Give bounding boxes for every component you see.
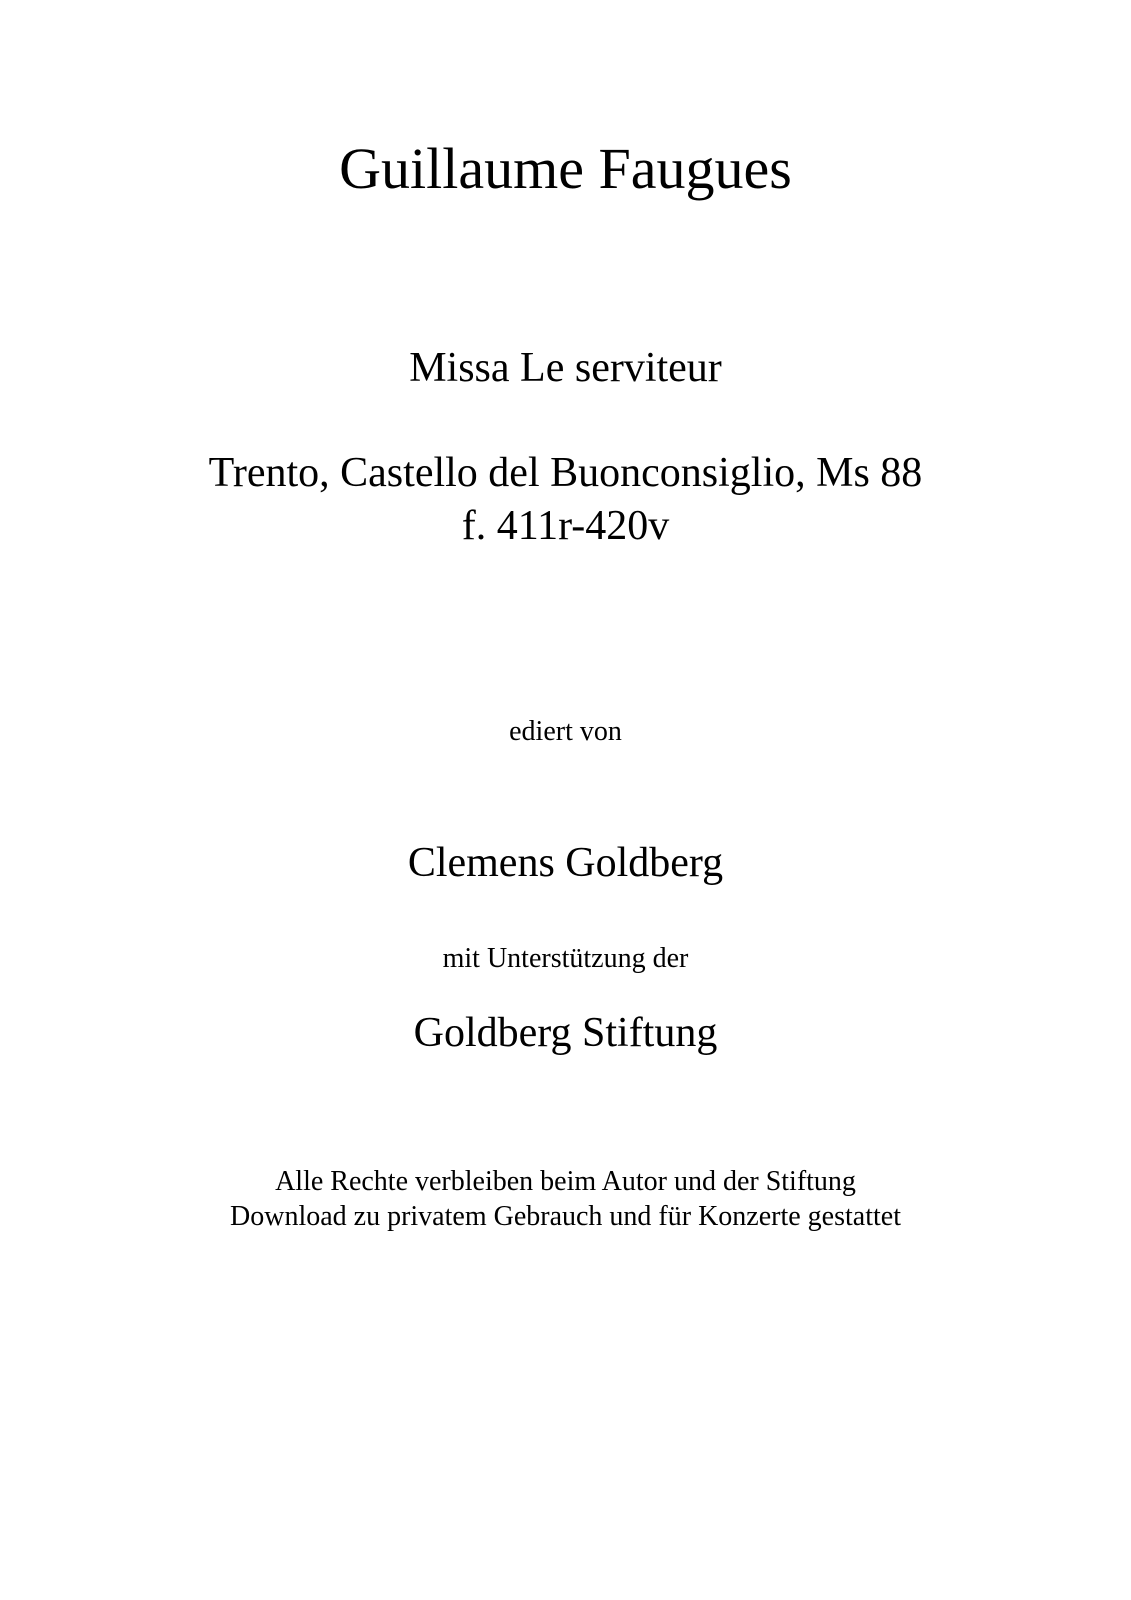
source-folios: f. 411r-420v xyxy=(461,503,670,549)
work-title: Missa Le serviteur xyxy=(409,345,722,391)
rights-notice: Alle Rechte verbleiben beim Autor und der Stiftung xyxy=(275,1166,856,1197)
edited-by-label: ediert von xyxy=(509,716,622,747)
support-label: mit Unterstützung der xyxy=(442,943,689,974)
foundation-name: Goldberg Stiftung xyxy=(413,1010,718,1056)
editor-name: Clemens Goldberg xyxy=(407,840,724,886)
composer-name: Guillaume Faugues xyxy=(339,136,792,201)
source-manuscript: Trento, Castello del Buonconsiglio, Ms 88 xyxy=(208,450,923,496)
download-notice: Download zu privatem Gebrauch und für Konzerte gestattet xyxy=(230,1201,901,1232)
